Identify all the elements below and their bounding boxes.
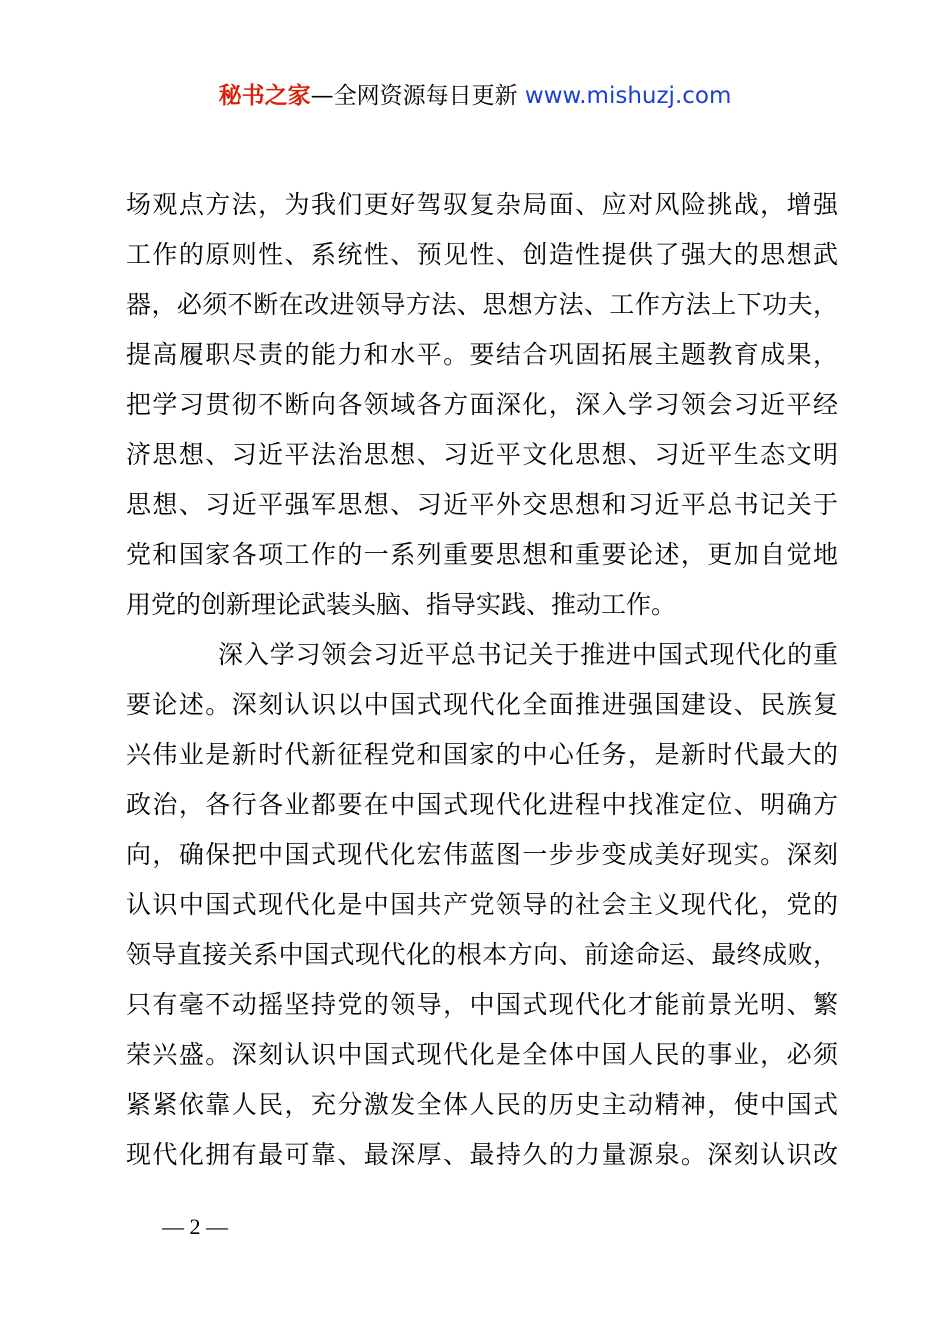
- text-line: 工作的原则性、系统性、预见性、创造性提供了强大的思想武: [126, 240, 838, 269]
- text-line: 领导直接关系中国式现代化的根本方向、前途命运、最终成败，: [126, 940, 838, 969]
- text-line: 要论述。深刻认识以中国式现代化全面推进强国建设、民族复: [126, 690, 838, 719]
- document-body: [126, 180, 838, 1180]
- text-line: 向，确保把中国式现代化宏伟蓝图一步步变成美好现实。深刻: [126, 840, 838, 869]
- page-header: [0, 78, 950, 114]
- text-line: 只有毫不动摇坚持党的领导，中国式现代化才能前景光明、繁: [126, 990, 838, 1019]
- text-line: 器，必须不断在改进领导方法、思想方法、工作方法上下功夫，: [126, 290, 838, 319]
- text-line: 现代化拥有最可靠、最深厚、最持久的力量源泉。深刻认识改: [126, 1140, 838, 1169]
- text-line: 兴伟业是新时代新征程党和国家的中心任务，是新时代最大的: [126, 740, 838, 769]
- paragraph-2: [126, 630, 838, 1180]
- text-line: 紧紧依靠人民，充分激发全体人民的历史主动精神，使中国式: [126, 1090, 838, 1119]
- page-number: — 2 —: [162, 1214, 228, 1239]
- text-line: 党和国家各项工作的一系列重要思想和重要论述，更加自觉地: [126, 540, 838, 569]
- text-line: 济思想、习近平法治思想、习近平文化思想、习近平生态文明: [126, 440, 838, 469]
- header-brand: 秘书之家: [218, 83, 311, 109]
- text-line: 思想、习近平强军思想、习近平外交思想和习近平总书记关于: [126, 490, 838, 519]
- text-line: 场观点方法，为我们更好驾驭复杂局面、应对风险挑战，增强: [126, 190, 838, 219]
- text-line: 提高履职尽责的能力和水平。要结合巩固拓展主题教育成果，: [126, 340, 838, 369]
- text-line: 深入学习领会习近平总书记关于推进中国式现代化的重: [218, 640, 838, 669]
- header-tagline: —全网资源每日更新: [310, 83, 525, 109]
- paragraph-1: [126, 180, 838, 630]
- header-site-url[interactable]: www.mishuzj.com: [524, 83, 732, 109]
- text-line: 认识中国式现代化是中国共产党领导的社会主义现代化，党的: [126, 890, 838, 919]
- text-line: 政治，各行各业都要在中国式现代化进程中找准定位、明确方: [126, 790, 838, 819]
- text-line: 把学习贯彻不断向各领域各方面深化，深入学习领会习近平经: [126, 390, 838, 419]
- text-line: 荣兴盛。深刻认识中国式现代化是全体中国人民的事业，必须: [126, 1040, 838, 1069]
- text-line: 用党的创新理论武装头脑、指导实践、推动工作。: [126, 590, 677, 619]
